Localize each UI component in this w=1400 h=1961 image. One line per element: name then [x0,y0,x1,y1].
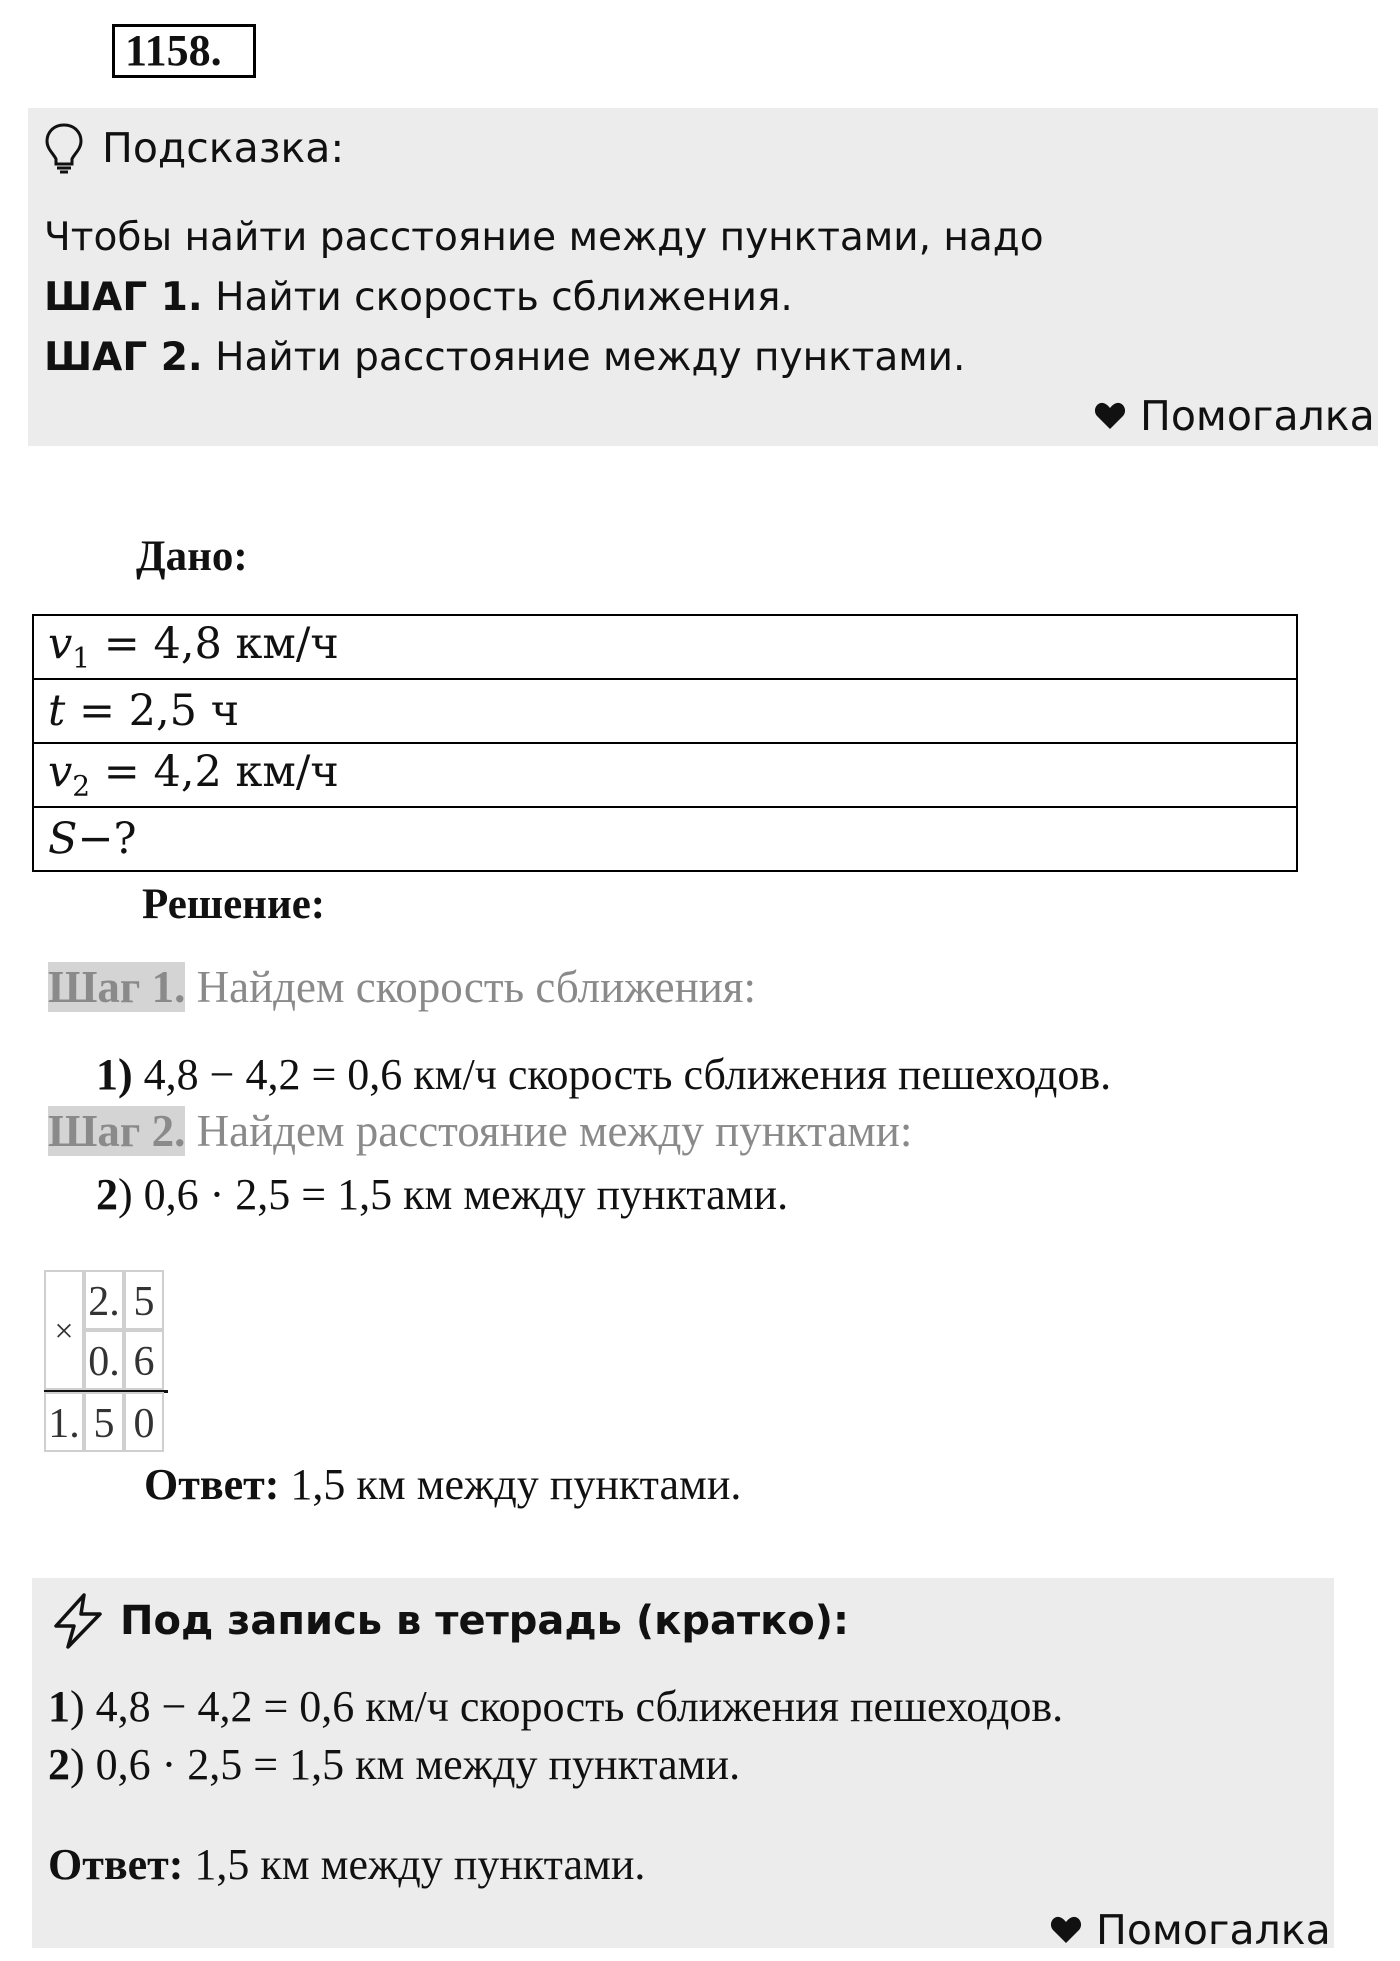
notes-line-2-text: ) 0,6 · 2,5 = 1,5 км между пунктами. [70,1740,741,1789]
given-row-v2 [33,743,1297,807]
step-2-label: Шаг 2. [48,1106,186,1156]
solution-line-2 [96,1168,788,1222]
given-sub: 1 [72,641,91,675]
given-heading: Дано: [136,533,248,580]
factor-2-digit: 6 [124,1330,164,1390]
factor-2-digit: 0. [84,1330,124,1390]
given-row-t [33,679,1297,743]
line-2-text: ) 0,6 · 2,5 = 1,5 км между пунктами. [118,1170,789,1219]
factor-1-digit: 5 [124,1270,164,1330]
step-1-text: Найдем скорость сближения: [185,962,757,1012]
solution-line-1 [96,1048,1111,1102]
notes-answer-label: Ответ: [48,1840,184,1889]
product-digit: 1. [44,1392,84,1452]
hint-header [44,122,344,174]
given-var: S [48,814,78,864]
hint-step-2-label: ШАГ 2. [44,335,203,380]
given-value: = 4,8 км/ч [90,619,339,670]
hint-step-1 [44,274,793,322]
notes-brand [1050,1906,1331,1954]
given-sub: 2 [72,769,91,803]
given-cell [33,807,1297,871]
given-cell [33,615,1297,679]
step-1-label: Шаг 1. [48,962,186,1012]
given-row-s [33,807,1297,871]
hint-brand [1094,392,1375,440]
notes-header [50,1592,849,1650]
answer-text: 1,5 км между пунктами. [279,1460,742,1509]
hint-intro: Чтобы найти расстояние между пунктами, надо [44,215,1044,260]
notes-line-2-number: 2 [48,1740,70,1789]
line-1-text: 4,8 − 4,2 = 0,6 км/ч скорость сближения пешеходов. [132,1050,1112,1099]
hint-step-1-label: ШАГ 1. [44,275,203,320]
solution-step-1 [48,960,756,1014]
given-cell [33,679,1297,743]
hint-step-2 [44,334,965,382]
product-digit: 0 [124,1392,164,1452]
notes-brand-text: Помогалка [1096,1906,1331,1954]
hint-brand-text: Помогалка [1140,392,1375,440]
hint-title: Подсказка: [102,124,345,172]
solution-step-2 [48,1104,912,1158]
given-var: v [48,619,73,670]
line-1-number: 1) [96,1050,133,1099]
solution-answer [144,1458,741,1512]
notes-answer-text: 1,5 км между пунктами. [183,1840,646,1889]
heart-icon [1094,402,1126,430]
given-value: −? [77,814,137,864]
given-value: = 2,5 ч [65,686,240,736]
hint-step-1-text: Найти скорость сближения. [202,275,793,320]
given-var: v [48,747,73,798]
factor-1-digit: 2. [84,1270,124,1330]
solution-heading: Решение: [142,881,326,928]
given-row-v1 [33,615,1297,679]
notes-answer [48,1838,645,1892]
given-table [32,614,1298,872]
line-2-number: 2 [96,1170,118,1219]
notes-line-1-text: ) 4,8 − 4,2 = 0,6 км/ч скорость сближения пешеходов. [70,1682,1064,1731]
notes-line-2 [48,1738,740,1792]
notes-line-1-number: 1 [48,1682,70,1731]
product-digit: 5 [84,1392,124,1452]
problem-number: 1158. [112,24,256,78]
given-var: t [48,686,66,736]
notes-title: Под запись в тетрадь (кратко): [120,1598,850,1644]
lightning-icon [50,1592,106,1650]
multiply-sign: × [44,1270,84,1390]
given-value: = 4,2 км/ч [90,747,339,798]
step-2-text: Найдем расстояние между пунктами: [185,1106,913,1156]
heart-icon [1050,1916,1082,1944]
notes-line-1 [48,1680,1063,1734]
lightbulb-icon [44,122,84,174]
hint-step-2-text: Найти расстояние между пунктами. [202,335,966,380]
given-cell [33,743,1297,807]
answer-label: Ответ: [144,1460,280,1509]
